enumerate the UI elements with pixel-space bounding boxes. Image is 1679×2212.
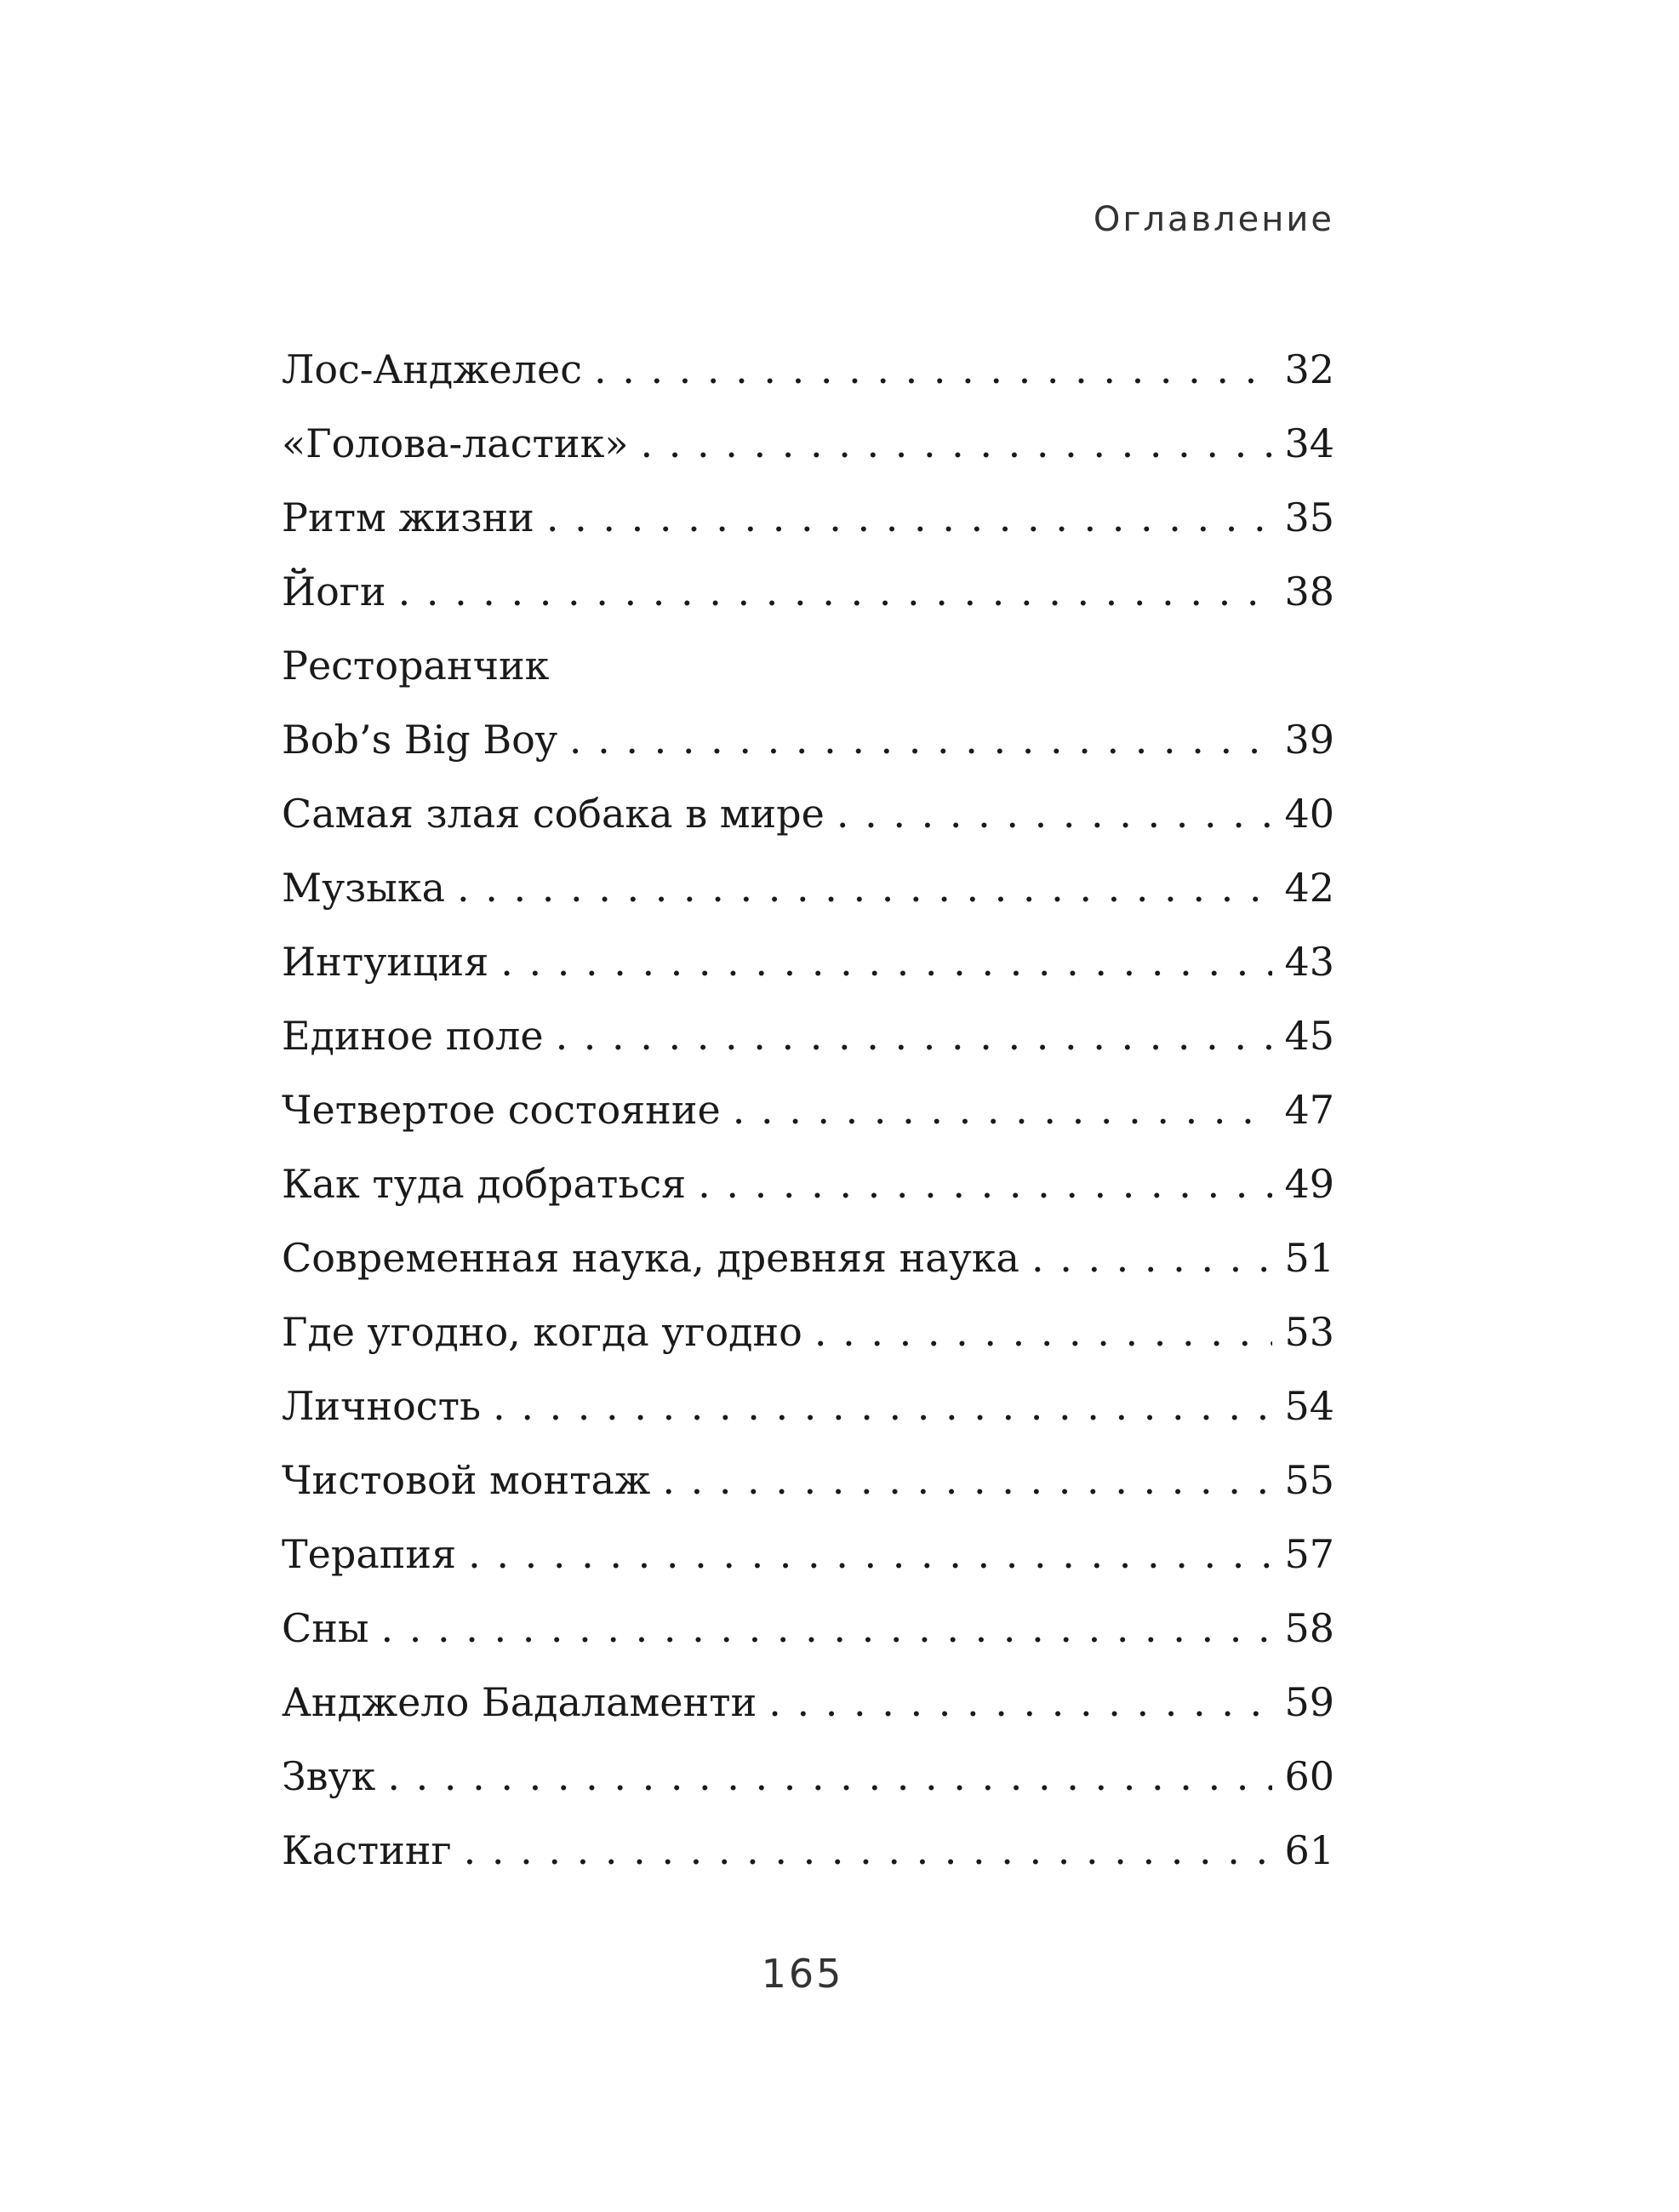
toc-entry-title: Ритм жизни bbox=[282, 494, 534, 540]
dot-leader bbox=[380, 1601, 1272, 1655]
toc-entry-title: Четвертое состояние bbox=[282, 1087, 721, 1133]
running-header: Оглавление bbox=[1093, 200, 1334, 239]
toc-entry-page: 54 bbox=[1284, 1383, 1334, 1429]
dot-leader bbox=[556, 1009, 1273, 1063]
toc-entry-page: 61 bbox=[1284, 1827, 1334, 1873]
dot-leader bbox=[500, 935, 1272, 989]
toc-entry[interactable] bbox=[282, 1305, 1334, 1379]
toc-entry-second-line bbox=[282, 712, 1334, 786]
toc-entry[interactable] bbox=[282, 416, 1334, 490]
dot-leader bbox=[641, 416, 1273, 471]
toc-entry-title: Самая злая собака в мире bbox=[282, 791, 825, 837]
toc-entry-page: 53 bbox=[1284, 1309, 1334, 1355]
toc-entry-page: 40 bbox=[1284, 791, 1334, 837]
toc-entry-title-line2: Bob’s Big Boy bbox=[282, 717, 557, 763]
dot-leader bbox=[1031, 1231, 1273, 1285]
toc-entry-page: 51 bbox=[1284, 1235, 1334, 1281]
toc-entry[interactable] bbox=[282, 1009, 1334, 1083]
toc-entry-title-line1: Ресторанчик bbox=[282, 643, 550, 689]
toc-entry[interactable] bbox=[282, 1527, 1334, 1601]
toc-entry-title: Как туда добраться bbox=[282, 1161, 687, 1207]
toc-entry[interactable] bbox=[282, 1083, 1334, 1157]
toc-entry[interactable] bbox=[282, 1379, 1334, 1453]
toc-entry-page: 32 bbox=[1284, 346, 1334, 392]
dot-leader bbox=[698, 1157, 1272, 1211]
table-of-contents bbox=[282, 342, 1334, 1897]
toc-entry-page: 43 bbox=[1284, 939, 1334, 985]
dot-leader bbox=[546, 490, 1273, 545]
toc-entry-page: 39 bbox=[1284, 717, 1334, 763]
toc-entry[interactable] bbox=[282, 490, 1334, 564]
dot-leader bbox=[464, 1823, 1273, 1878]
toc-entry-page: 55 bbox=[1284, 1457, 1334, 1503]
toc-entry-title: Единое поле bbox=[282, 1013, 544, 1059]
toc-entry[interactable] bbox=[282, 1749, 1334, 1823]
toc-entry[interactable] bbox=[282, 1157, 1334, 1231]
toc-entry-page: 49 bbox=[1284, 1161, 1334, 1207]
toc-entry-page: 34 bbox=[1284, 420, 1334, 466]
dot-leader bbox=[662, 1453, 1272, 1507]
toc-entry-title: Чистовой монтаж bbox=[282, 1457, 651, 1503]
toc-entry[interactable] bbox=[282, 1231, 1334, 1305]
toc-entry[interactable] bbox=[282, 564, 1334, 638]
toc-entry-title: Терапия bbox=[282, 1531, 457, 1577]
toc-entry-title: Интуиция bbox=[282, 939, 489, 985]
toc-entry-title: Сны bbox=[282, 1605, 369, 1651]
toc-entry[interactable] bbox=[282, 935, 1334, 1009]
toc-entry-page: 59 bbox=[1284, 1679, 1334, 1725]
toc-entry-page: 42 bbox=[1284, 865, 1334, 911]
dot-leader bbox=[733, 1083, 1273, 1137]
dot-leader bbox=[387, 1749, 1272, 1803]
toc-entry-title: Анджело Бадаламенти bbox=[282, 1679, 757, 1725]
dot-leader bbox=[468, 1527, 1272, 1581]
dot-leader bbox=[457, 860, 1272, 915]
dot-leader bbox=[768, 1675, 1272, 1729]
toc-entry[interactable] bbox=[282, 1453, 1334, 1527]
dot-leader bbox=[814, 1305, 1273, 1359]
dot-leader bbox=[837, 786, 1273, 841]
toc-entry[interactable] bbox=[282, 860, 1334, 935]
toc-entry-title: Личность bbox=[282, 1383, 482, 1429]
toc-entry-page: 60 bbox=[1284, 1753, 1334, 1799]
toc-entry[interactable] bbox=[282, 1823, 1334, 1897]
toc-entry[interactable] bbox=[282, 342, 1334, 416]
toc-entry-page: 47 bbox=[1284, 1087, 1334, 1133]
toc-entry-title: «Голова-ластик» bbox=[282, 420, 629, 466]
toc-entry-title: Лос-Анджелес bbox=[282, 346, 582, 392]
dot-leader bbox=[569, 712, 1273, 767]
toc-entry[interactable] bbox=[282, 638, 1334, 786]
toc-entry-title: Кастинг bbox=[282, 1827, 452, 1873]
toc-entry-page: 57 bbox=[1284, 1531, 1334, 1577]
dot-leader bbox=[594, 342, 1273, 397]
toc-entry[interactable] bbox=[282, 1675, 1334, 1749]
toc-entry-page: 58 bbox=[1284, 1605, 1334, 1651]
toc-entry[interactable] bbox=[282, 786, 1334, 860]
toc-entry-title: Музыка bbox=[282, 865, 446, 911]
toc-entry-page: 38 bbox=[1284, 569, 1334, 614]
toc-entry-title: Современная наука, древняя наука bbox=[282, 1235, 1019, 1281]
toc-entry[interactable] bbox=[282, 1601, 1334, 1675]
toc-entry-title: Звук bbox=[282, 1753, 376, 1799]
toc-entry-page: 35 bbox=[1284, 494, 1334, 540]
dot-leader bbox=[493, 1379, 1272, 1433]
dot-leader bbox=[398, 564, 1273, 619]
toc-entry-title: Йоги bbox=[282, 569, 386, 614]
page-number: 165 bbox=[761, 1951, 844, 1997]
toc-entry-title: Где угодно, когда угодно bbox=[282, 1309, 802, 1355]
toc-entry-page: 45 bbox=[1284, 1013, 1334, 1059]
